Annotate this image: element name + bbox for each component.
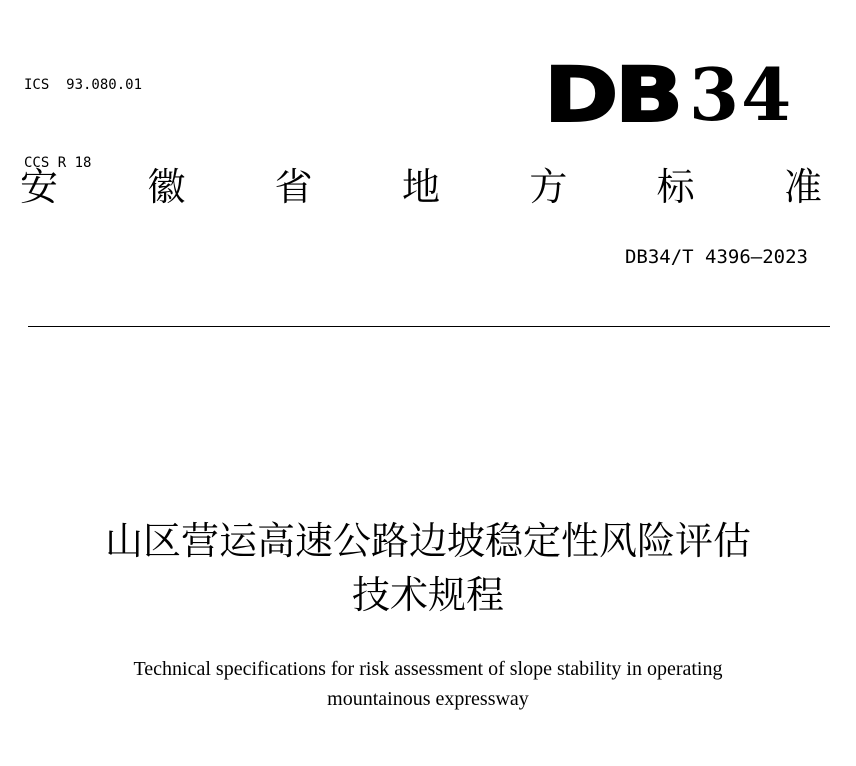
standard-type-char: 徽	[147, 165, 186, 209]
ccs-code: CCS R 18	[24, 155, 92, 171]
standard-type-heading	[20, 162, 822, 212]
standard-type-char: 标	[656, 165, 695, 209]
standard-type-char: 地	[401, 165, 440, 209]
logo-letters: DB	[544, 49, 680, 139]
horizontal-divider	[28, 326, 830, 327]
standard-type-char: 方	[529, 165, 568, 209]
english-title-line-1: Technical specifications for risk assessment of slope stability in operating	[133, 658, 723, 680]
db34-logo	[544, 49, 794, 139]
standard-type-char: 省	[274, 165, 313, 209]
standard-type-char: 安	[20, 165, 59, 209]
logo-number: 34	[689, 51, 794, 137]
english-title-line-2: mountainous expressway	[327, 688, 529, 710]
chinese-title	[0, 514, 856, 622]
standard-type-char: 准	[783, 165, 822, 209]
chinese-title-line-2: 技术规程	[351, 573, 504, 617]
standard-number: DB34/T 4396—2023	[624, 246, 808, 268]
chinese-title-line-1: 山区营运高速公路边坡稳定性风险评估	[104, 519, 751, 563]
english-title	[0, 654, 856, 714]
ics-code: ICS 93.080.01	[24, 77, 143, 93]
